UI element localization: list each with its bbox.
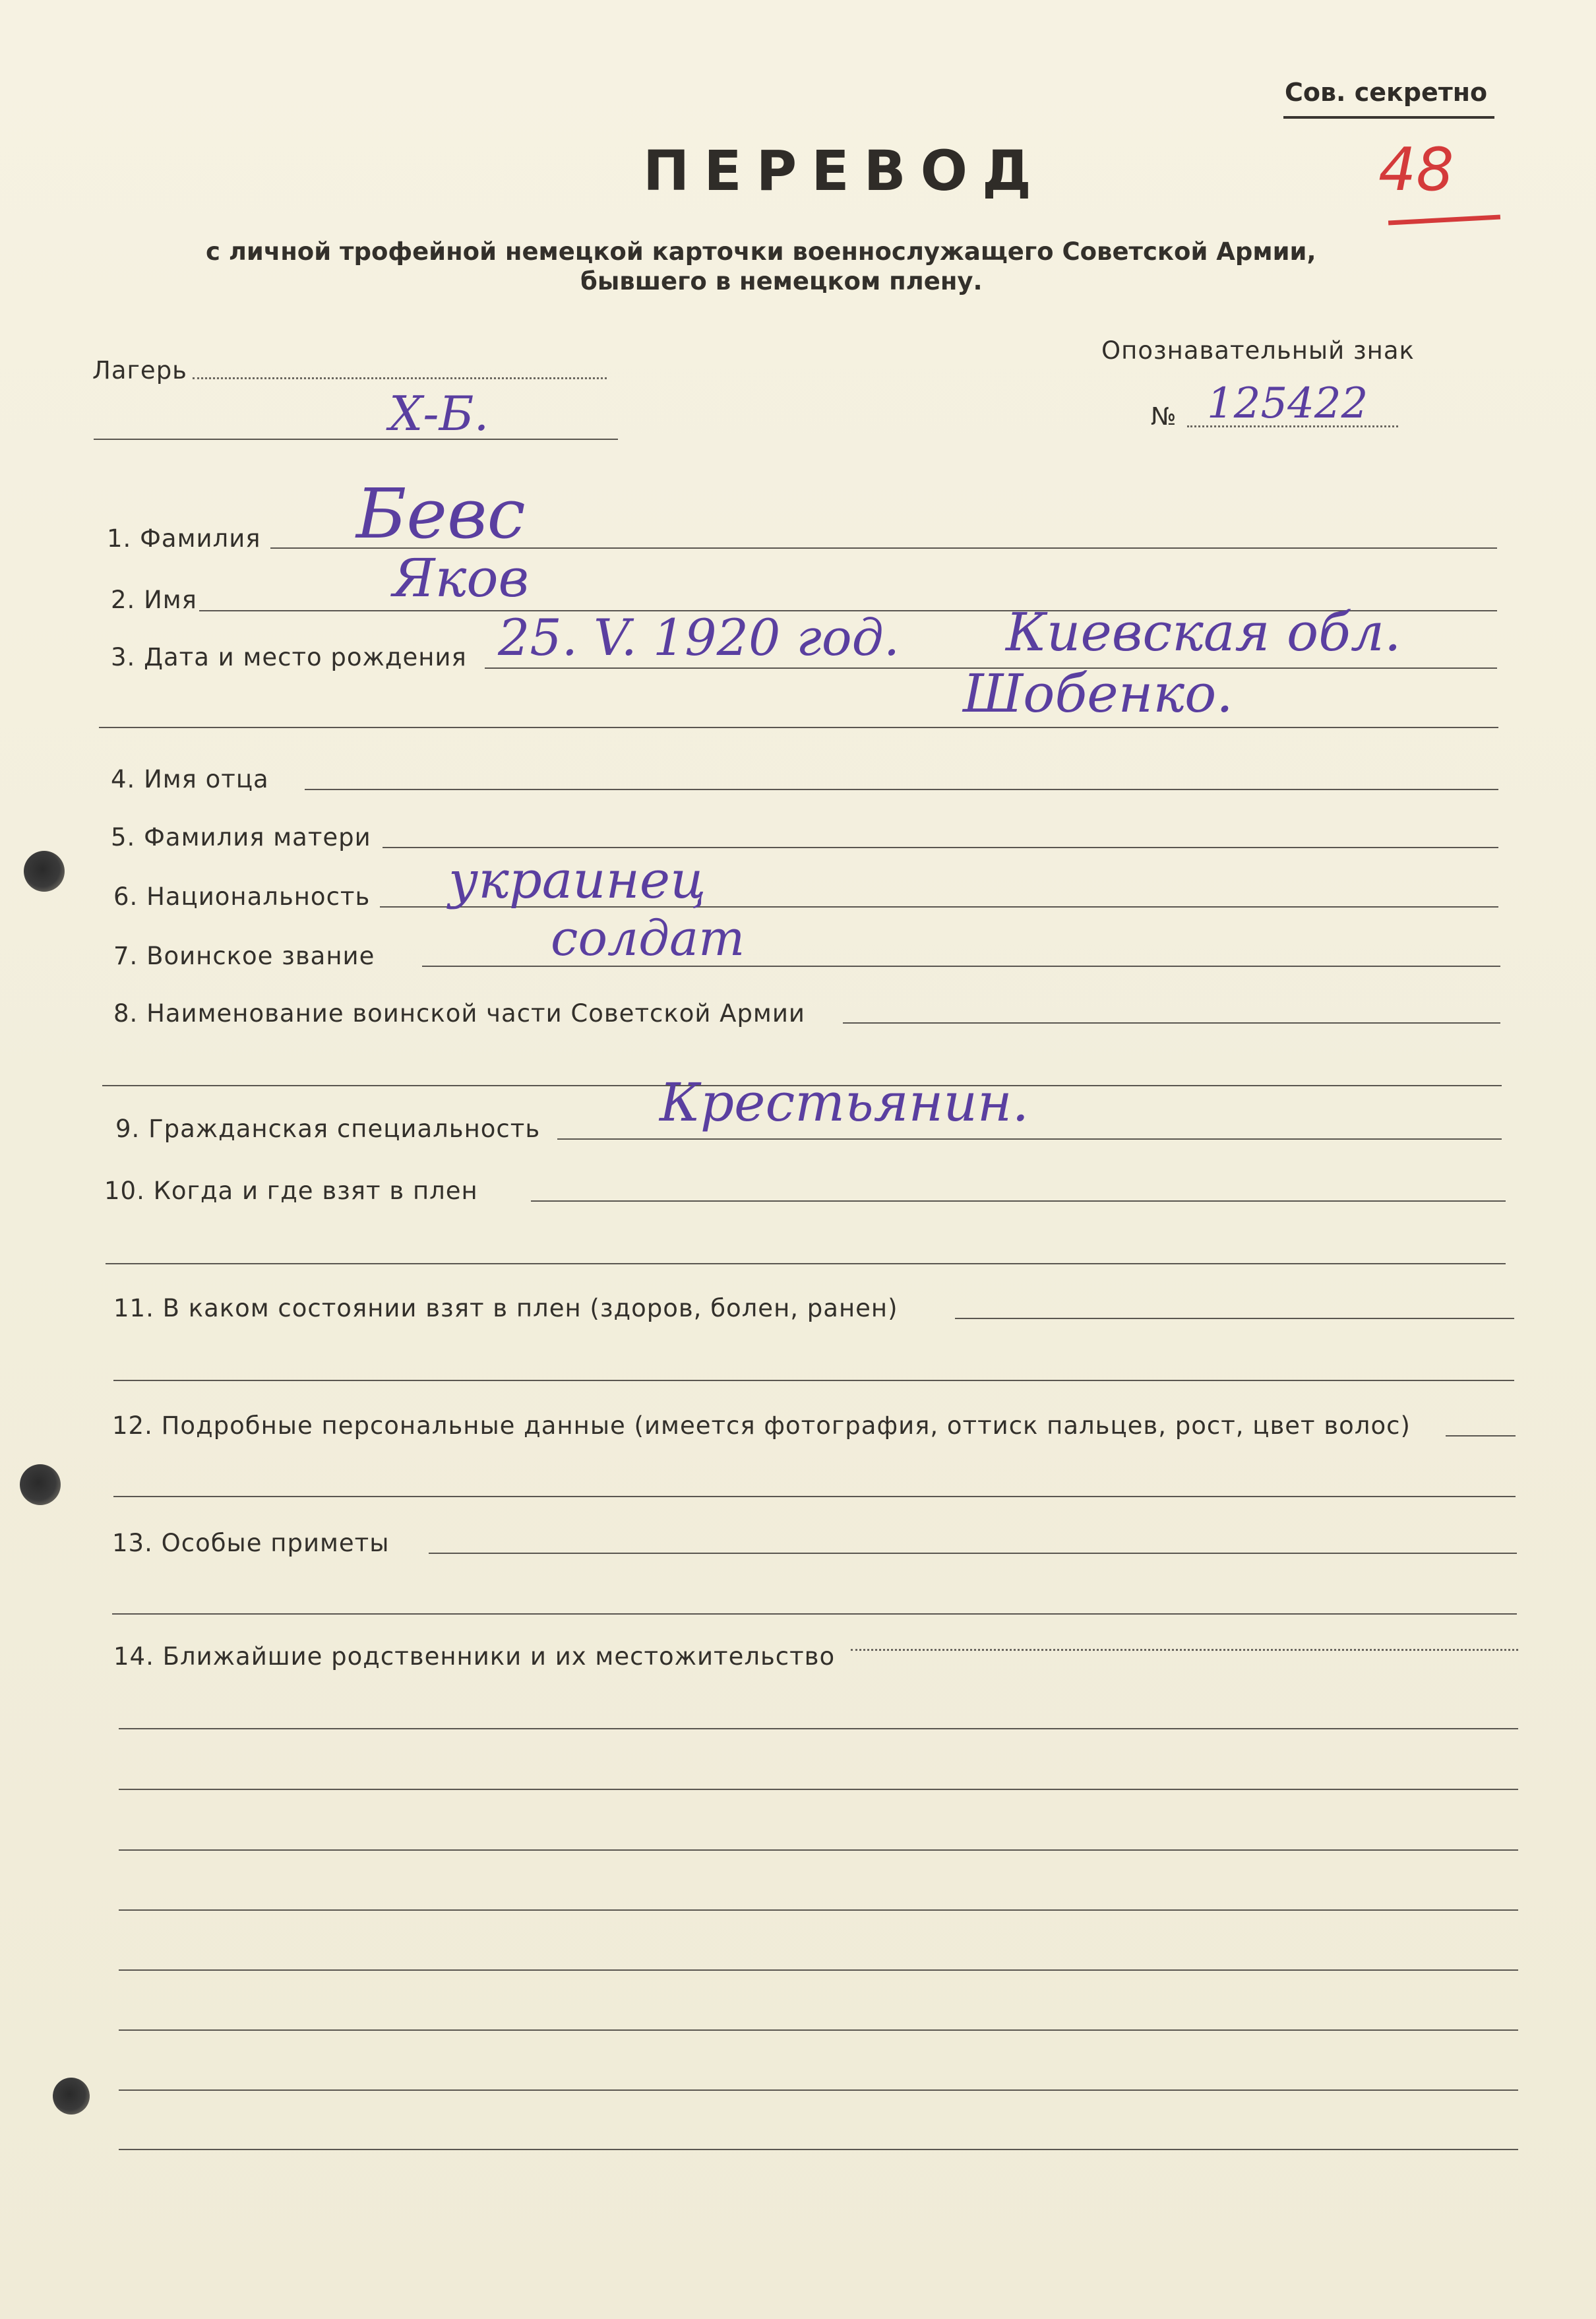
field-father-name-line [305,789,1498,790]
field-relatives-line-4 [119,1849,1518,1851]
id-mark-number-sign: № [1151,402,1177,431]
page-number-underline [1388,215,1500,226]
field-father-name-label: 4. Имя отца [111,765,269,793]
field-relatives-line-2 [119,1728,1518,1729]
field-profession-line [557,1138,1502,1140]
field-personal-data-line-2 [113,1496,1516,1497]
camp-label: Лагерь [92,356,187,385]
field-relatives-line-3 [119,1789,1518,1790]
field-nationality-label: 6. Национальность [113,882,371,911]
document-title: ПЕРЕВОД [643,139,1046,203]
punch-hole-top [24,851,65,892]
field-unit-label: 8. Наименование воинской части Советской Армии [113,999,805,1028]
field-relatives-line-9 [119,2149,1518,2150]
field-condition-line-2 [113,1380,1514,1381]
field-features-line [429,1553,1517,1554]
field-first-name-label: 2. Имя [111,586,197,614]
field-personal-data-line [1446,1435,1516,1437]
field-relatives-line-5 [119,1909,1518,1911]
punch-hole-middle [20,1464,61,1505]
field-condition-label: 11. В каком состоянии взят в плен (здоров, болен, ранен) [113,1294,898,1322]
camp-dotted-line [193,377,607,379]
id-mark-label: Опознавательный знак [1101,336,1415,365]
field-capture-line-2 [106,1263,1506,1264]
field-personal-data-label: 12. Подробные персональные данные (имеется фотография, оттиск пальцев, рост, цвет волос) [112,1411,1411,1440]
field-features-line-2 [112,1613,1517,1615]
field-mother-surname-line [383,847,1498,848]
field-birth-line-2 [99,727,1498,728]
field-birth-place-value: Шобенко. [963,663,1233,724]
field-relatives-line-6 [119,1969,1518,1971]
page-number: 48 [1378,135,1454,204]
field-rank-value: солдат [551,910,745,967]
field-condition-line [955,1318,1514,1319]
field-profession-value: Крестьянин. [660,1072,1029,1133]
classification-stamp: Сов. секретно [1285,78,1488,107]
camp-value: Х-Б. [389,386,489,441]
field-relatives-line-8 [119,2089,1518,2091]
punch-hole-bottom [53,2078,90,2115]
id-mark-value: 125422 [1207,379,1368,428]
field-surname-value: Бевс [356,474,526,554]
field-mother-surname-label: 5. Фамилия матери [111,823,371,851]
field-nationality-value: украинец [448,851,706,910]
field-birth-date-value: 25. V. 1920 год. [498,608,900,667]
field-relatives-line-7 [119,2029,1518,2031]
field-features-label: 13. Особые приметы [112,1529,390,1557]
field-capture-line [531,1200,1506,1202]
field-relatives-line [851,1649,1518,1651]
field-relatives-label: 14. Ближайшие родственники и их местожительство [113,1642,836,1671]
field-profession-label: 9. Гражданская специальность [115,1115,541,1143]
field-capture-label: 10. Когда и где взят в плен [104,1177,478,1205]
document-subtitle-line-1: с личной трофейной немецкой карточки военнослужащего Советской Армии, [206,237,1316,266]
field-surname-label: 1. Фамилия [107,524,261,553]
camp-line [94,439,618,440]
classification-underline [1283,116,1494,119]
document-subtitle-line-2: бывшего в немецком плену. [580,267,983,295]
field-rank-label: 7. Воинское звание [113,942,375,970]
field-birth-label: 3. Дата и место рождения [111,643,467,671]
field-unit-line [843,1022,1500,1024]
field-first-name-value: Яков [392,547,530,609]
field-birth-region-value: Киевская обл. [1006,602,1401,663]
